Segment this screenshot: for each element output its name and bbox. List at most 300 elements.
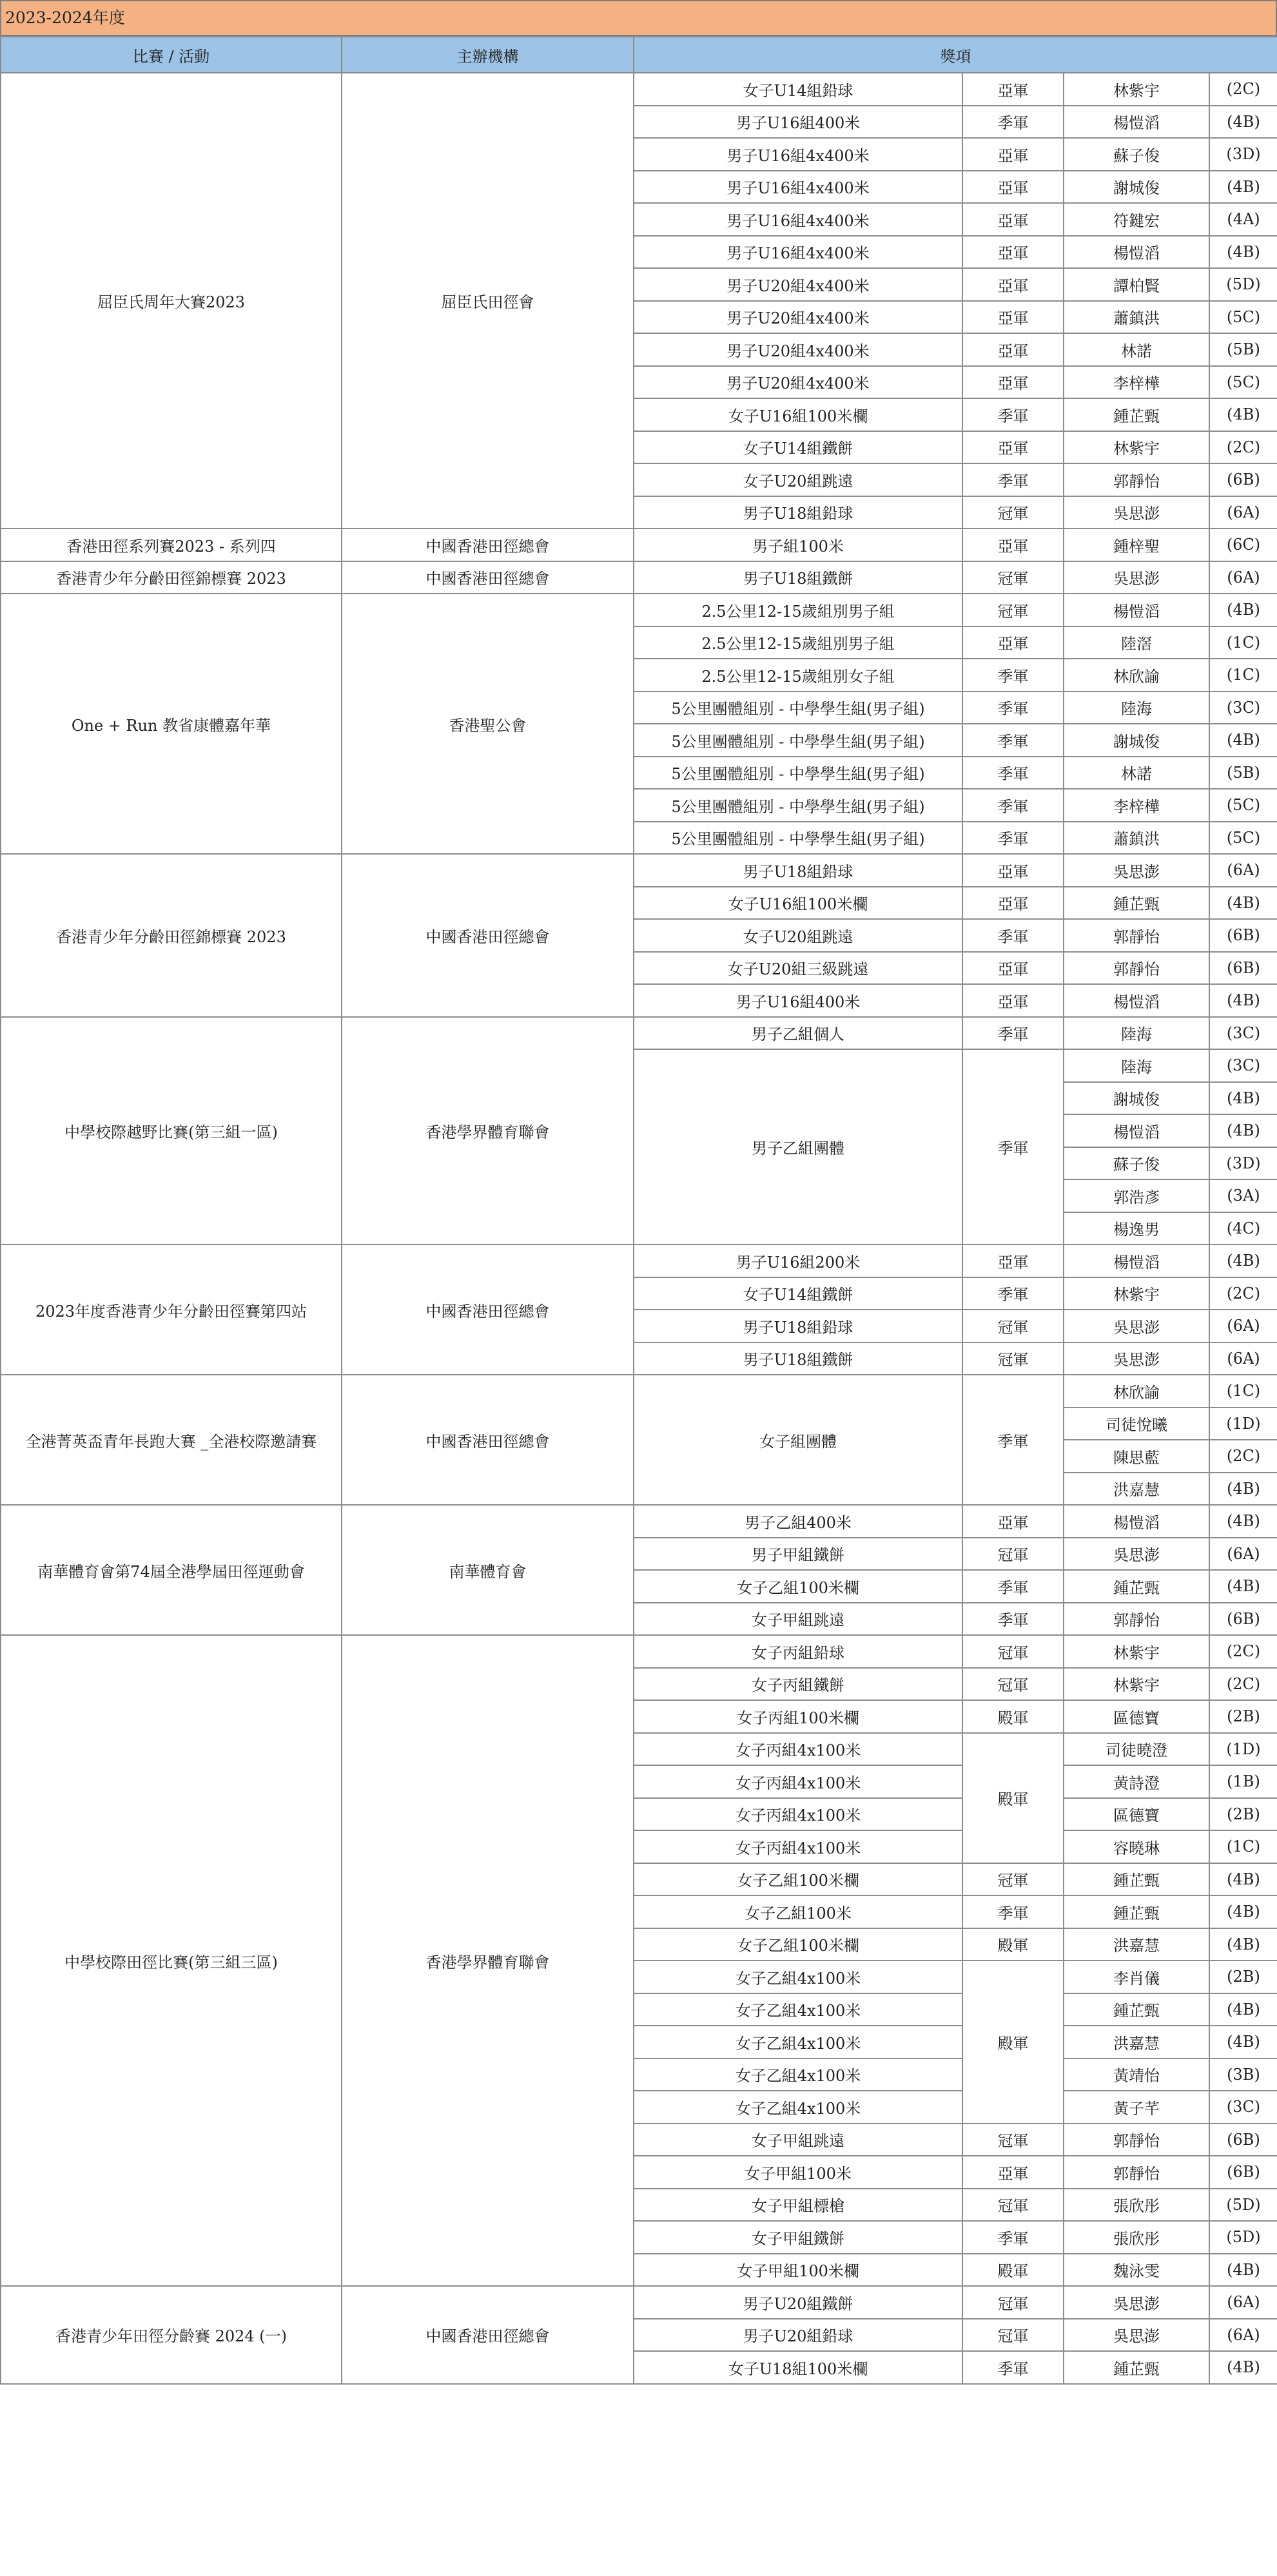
event-item-cell: 男子U20組4x400米 — [634, 301, 962, 334]
student-class-cell: (2C) — [1209, 1668, 1277, 1701]
placing-cell: 殿軍 — [962, 1961, 1064, 2124]
event-item-cell: 女子乙組4x100米 — [634, 2026, 962, 2058]
event-item-cell: 男子乙組400米 — [634, 1505, 962, 1538]
student-class-cell: (4B) — [1209, 887, 1277, 920]
organizer-cell: 香港學界體育聯會 — [342, 1017, 634, 1245]
event-item-cell: 男子U20組4x400米 — [634, 366, 962, 399]
student-name-cell: 李梓樺 — [1064, 789, 1209, 822]
placing-cell: 季軍 — [962, 757, 1064, 789]
student-name-cell: 蕭鎮洪 — [1064, 822, 1209, 855]
event-item-cell: 男子U18組鐵餅 — [634, 561, 962, 594]
placing-cell: 亞軍 — [962, 431, 1064, 464]
organizer-cell: 中國香港田徑總會 — [342, 2286, 634, 2384]
student-class-cell: (4B) — [1209, 171, 1277, 204]
student-name-cell: 吳思澎 — [1064, 2319, 1209, 2352]
student-name-cell: 蕭鎮洪 — [1064, 301, 1209, 334]
event-item-cell: 女子U20組跳遠 — [634, 919, 962, 952]
event-item-cell: 男子U20組4x400米 — [634, 268, 962, 301]
event-item-cell: 女子U18組100米欄 — [634, 2351, 962, 2384]
student-name-cell: 吳思澎 — [1064, 561, 1209, 594]
event-item-cell: 女子U16組100米欄 — [634, 887, 962, 920]
placing-cell: 季軍 — [962, 1017, 1064, 1050]
event-item-cell: 女子乙組4x100米 — [634, 1993, 962, 2026]
student-class-cell: (4B) — [1209, 594, 1277, 626]
event-item-cell: 男子乙組團體 — [634, 1049, 962, 1244]
student-name-cell: 鍾芷甄 — [1064, 887, 1209, 920]
placing-cell: 亞軍 — [962, 626, 1064, 659]
student-name-cell: 黃詩澄 — [1064, 1765, 1209, 1798]
placing-cell: 季軍 — [962, 692, 1064, 724]
event-item-cell: 女子U20組跳遠 — [634, 463, 962, 496]
placing-cell: 亞軍 — [962, 854, 1064, 887]
placing-cell: 冠軍 — [962, 1863, 1064, 1896]
placing-cell: 亞軍 — [962, 2156, 1064, 2189]
student-class-cell: (5D) — [1209, 2221, 1277, 2254]
event-item-cell: 男子U16組400米 — [634, 106, 962, 139]
placing-cell: 季軍 — [962, 822, 1064, 855]
table-row — [1, 1244, 1277, 1277]
table-row — [1, 528, 1277, 561]
competition-cell: 中學校際田徑比賽(第三組三區) — [1, 1635, 342, 2286]
placing-cell: 亞軍 — [962, 301, 1064, 334]
student-class-cell: (1C) — [1209, 1375, 1277, 1408]
event-item-cell: 女子U14組鐵餅 — [634, 431, 962, 464]
placing-cell: 冠軍 — [962, 1635, 1064, 1668]
placing-cell: 亞軍 — [962, 528, 1064, 561]
student-class-cell: (4B) — [1209, 1863, 1277, 1896]
placing-cell: 季軍 — [962, 724, 1064, 757]
student-name-cell: 郭靜怡 — [1064, 952, 1209, 985]
student-class-cell: (3C) — [1209, 2091, 1277, 2124]
event-item-cell: 女子甲組100米欄 — [634, 2254, 962, 2287]
student-name-cell: 林紫宇 — [1064, 431, 1209, 464]
student-class-cell: (4B) — [1209, 2026, 1277, 2058]
event-item-cell: 男子組100米 — [634, 528, 962, 561]
student-class-cell: (4B) — [1209, 1244, 1277, 1277]
student-name-cell: 林紫宇 — [1064, 1277, 1209, 1310]
student-name-cell: 吳思澎 — [1064, 1310, 1209, 1342]
student-name-cell: 洪嘉慧 — [1064, 1928, 1209, 1961]
student-name-cell: 楊逸男 — [1064, 1212, 1209, 1245]
student-name-cell: 司徒悅曦 — [1064, 1408, 1209, 1440]
placing-cell: 殿軍 — [962, 2254, 1064, 2287]
placing-cell: 季軍 — [962, 789, 1064, 822]
student-class-cell: (4B) — [1209, 236, 1277, 269]
student-name-cell: 區德寶 — [1064, 1798, 1209, 1831]
student-name-cell: 楊愷滔 — [1064, 1244, 1209, 1277]
event-item-cell: 女子組團體 — [634, 1375, 962, 1505]
student-class-cell: (2B) — [1209, 1700, 1277, 1733]
student-name-cell: 楊愷滔 — [1064, 594, 1209, 626]
student-class-cell: (5D) — [1209, 268, 1277, 301]
event-item-cell: 2.5公里12-15歲組別女子組 — [634, 659, 962, 692]
placing-cell: 殿軍 — [962, 1928, 1064, 1961]
student-name-cell: 容曉琳 — [1064, 1830, 1209, 1863]
placing-cell: 亞軍 — [962, 138, 1064, 171]
student-class-cell: (6B) — [1209, 463, 1277, 496]
table-row — [1, 1375, 1277, 1408]
student-class-cell: (2B) — [1209, 1961, 1277, 1993]
event-item-cell: 2.5公里12-15歲組別男子組 — [634, 626, 962, 659]
header-competition: 比賽 / 活動 — [1, 37, 342, 73]
organizer-cell: 中國香港田徑總會 — [342, 1375, 634, 1505]
student-class-cell: (2C) — [1209, 73, 1277, 106]
student-class-cell: (6A) — [1209, 2286, 1277, 2319]
student-class-cell: (6B) — [1209, 2124, 1277, 2156]
organizer-cell: 南華體育會 — [342, 1505, 634, 1635]
table-row — [1, 1635, 1277, 1668]
table-row — [1, 1505, 1277, 1538]
student-class-cell: (3C) — [1209, 1017, 1277, 1050]
student-name-cell: 陸海 — [1064, 1017, 1209, 1050]
event-item-cell: 男子U16組4x400米 — [634, 171, 962, 204]
placing-cell: 亞軍 — [962, 1244, 1064, 1277]
organizer-cell: 香港聖公會 — [342, 594, 634, 854]
event-item-cell: 5公里團體組別 - 中學學生組(男子組) — [634, 789, 962, 822]
competition-cell: 屈臣氏周年大賽2023 — [1, 73, 342, 528]
student-name-cell: 司徒曉澄 — [1064, 1733, 1209, 1766]
awards-body — [1, 73, 1277, 2384]
event-item-cell: 女子U20組三級跳遠 — [634, 952, 962, 985]
student-name-cell: 陸海 — [1064, 692, 1209, 724]
student-class-cell: (6A) — [1209, 854, 1277, 887]
student-name-cell: 鍾芷甄 — [1064, 1863, 1209, 1896]
student-name-cell: 楊愷滔 — [1064, 236, 1209, 269]
placing-cell: 季軍 — [962, 106, 1064, 139]
awards-table — [0, 36, 1277, 2385]
student-name-cell: 張欣彤 — [1064, 2189, 1209, 2222]
placing-cell: 冠軍 — [962, 2124, 1064, 2156]
table-row — [1, 594, 1277, 626]
event-item-cell: 男子U16組4x400米 — [634, 203, 962, 236]
student-name-cell: 蘇子俊 — [1064, 138, 1209, 171]
student-name-cell: 吳思澎 — [1064, 854, 1209, 887]
student-name-cell: 譚柏賢 — [1064, 268, 1209, 301]
organizer-cell: 中國香港田徑總會 — [342, 561, 634, 594]
student-name-cell: 楊愷滔 — [1064, 106, 1209, 139]
event-item-cell: 女子甲組100米 — [634, 2156, 962, 2189]
event-item-cell: 5公里團體組別 - 中學學生組(男子組) — [634, 692, 962, 724]
placing-cell: 季軍 — [962, 1603, 1064, 1636]
table-row — [1, 2286, 1277, 2319]
student-class-cell: (2C) — [1209, 1635, 1277, 1668]
event-item-cell: 男子U18組鉛球 — [634, 854, 962, 887]
student-class-cell: (4B) — [1209, 398, 1277, 431]
table-row — [1, 73, 1277, 106]
student-name-cell: 楊愷滔 — [1064, 1505, 1209, 1538]
student-name-cell: 李梓樺 — [1064, 366, 1209, 399]
student-class-cell: (5C) — [1209, 366, 1277, 399]
competition-cell: 南華體育會第74屆全港學屆田徑運動會 — [1, 1505, 342, 1635]
event-item-cell: 女子乙組4x100米 — [634, 1961, 962, 1993]
placing-cell: 冠軍 — [962, 496, 1064, 529]
event-item-cell: 男子U18組鐵餅 — [634, 1342, 962, 1375]
event-item-cell: 男子甲組鐵餅 — [634, 1538, 962, 1571]
header-row — [1, 37, 1277, 73]
placing-cell: 冠軍 — [962, 1342, 1064, 1375]
student-class-cell: (5B) — [1209, 333, 1277, 366]
student-name-cell: 洪嘉慧 — [1064, 2026, 1209, 2058]
event-item-cell: 女子丙組4x100米 — [634, 1830, 962, 1863]
student-class-cell: (4B) — [1209, 984, 1277, 1017]
organizer-cell: 香港學界體育聯會 — [342, 1635, 634, 2286]
student-name-cell: 陳思藍 — [1064, 1440, 1209, 1473]
event-item-cell: 女子丙組100米欄 — [634, 1700, 962, 1733]
placing-cell: 季軍 — [962, 1570, 1064, 1603]
competition-cell: 中學校際越野比賽(第三組一區) — [1, 1017, 342, 1245]
event-item-cell: 2.5公里12-15歲組別男子組 — [634, 594, 962, 626]
event-item-cell: 5公里團體組別 - 中學學生組(男子組) — [634, 724, 962, 757]
placing-cell: 殿軍 — [962, 1700, 1064, 1733]
student-class-cell: (1C) — [1209, 626, 1277, 659]
placing-cell: 冠軍 — [962, 2189, 1064, 2222]
student-class-cell: (2B) — [1209, 1798, 1277, 1831]
student-name-cell: 郭靜怡 — [1064, 1603, 1209, 1636]
student-name-cell: 郭靜怡 — [1064, 919, 1209, 952]
table-row — [1, 1017, 1277, 1050]
season-title: 2023-2024年度 — [0, 0, 1277, 36]
event-item-cell: 女子乙組100米欄 — [634, 1928, 962, 1961]
competition-cell: 香港青少年分齡田徑錦標賽 2023 — [1, 561, 342, 594]
student-class-cell: (5C) — [1209, 822, 1277, 855]
competition-cell: 香港田徑系列賽2023 - 系列四 — [1, 528, 342, 561]
event-item-cell: 男子U16組4x400米 — [634, 138, 962, 171]
student-class-cell: (6B) — [1209, 2156, 1277, 2189]
student-class-cell: (6A) — [1209, 1342, 1277, 1375]
placing-cell: 冠軍 — [962, 1310, 1064, 1342]
student-name-cell: 陸海 — [1064, 1049, 1209, 1082]
placing-cell: 殿軍 — [962, 1733, 1064, 1863]
student-name-cell: 吳思澎 — [1064, 2286, 1209, 2319]
placing-cell: 亞軍 — [962, 984, 1064, 1017]
student-class-cell: (2C) — [1209, 1440, 1277, 1473]
competition-cell: 2023年度香港青少年分齡田徑賽第四站 — [1, 1244, 342, 1375]
student-name-cell: 鍾芷甄 — [1064, 2351, 1209, 2384]
student-class-cell: (6A) — [1209, 561, 1277, 594]
student-name-cell: 郭靜怡 — [1064, 2156, 1209, 2189]
event-item-cell: 女子甲組鐵餅 — [634, 2221, 962, 2254]
student-class-cell: (4C) — [1209, 1212, 1277, 1245]
event-item-cell: 女子U14組鉛球 — [634, 73, 962, 106]
student-name-cell: 洪嘉慧 — [1064, 1473, 1209, 1506]
placing-cell: 亞軍 — [962, 1505, 1064, 1538]
student-name-cell: 蘇子俊 — [1064, 1147, 1209, 1180]
header-organizer: 主辦機構 — [342, 37, 634, 73]
student-name-cell: 鍾芷甄 — [1064, 1895, 1209, 1928]
student-class-cell: (6A) — [1209, 1538, 1277, 1571]
event-item-cell: 女子乙組4x100米 — [634, 2091, 962, 2124]
event-item-cell: 男子U20組鉛球 — [634, 2319, 962, 2352]
placing-cell: 季軍 — [962, 1375, 1064, 1505]
event-item-cell: 男子乙組個人 — [634, 1017, 962, 1050]
placing-cell: 季軍 — [962, 463, 1064, 496]
student-class-cell: (6B) — [1209, 952, 1277, 985]
student-class-cell: (6A) — [1209, 1310, 1277, 1342]
student-name-cell: 郭浩彥 — [1064, 1179, 1209, 1212]
competition-cell: 香港青少年分齡田徑錦標賽 2023 — [1, 854, 342, 1017]
student-name-cell: 楊愷滔 — [1064, 984, 1209, 1017]
student-class-cell: (4B) — [1209, 1928, 1277, 1961]
event-item-cell: 女子甲組標槍 — [634, 2189, 962, 2222]
event-item-cell: 男子U20組4x400米 — [634, 333, 962, 366]
student-class-cell: (5C) — [1209, 789, 1277, 822]
event-item-cell: 5公里團體組別 - 中學學生組(男子組) — [634, 757, 962, 789]
event-item-cell: 男子U16組400米 — [634, 984, 962, 1017]
student-name-cell: 吳思澎 — [1064, 1342, 1209, 1375]
student-class-cell: (4B) — [1209, 106, 1277, 139]
student-class-cell: (3D) — [1209, 1147, 1277, 1180]
placing-cell: 亞軍 — [962, 268, 1064, 301]
placing-cell: 冠軍 — [962, 2319, 1064, 2352]
student-class-cell: (5C) — [1209, 301, 1277, 334]
placing-cell: 亞軍 — [962, 203, 1064, 236]
placing-cell: 季軍 — [962, 919, 1064, 952]
student-class-cell: (1D) — [1209, 1408, 1277, 1440]
placing-cell: 季軍 — [962, 2351, 1064, 2384]
student-class-cell: (6B) — [1209, 1603, 1277, 1636]
competition-cell: One + Run 教省康體嘉年華 — [1, 594, 342, 854]
event-item-cell: 女子乙組100米 — [634, 1895, 962, 1928]
placing-cell: 亞軍 — [962, 333, 1064, 366]
student-class-cell: (6B) — [1209, 919, 1277, 952]
student-name-cell: 陸滘 — [1064, 626, 1209, 659]
student-name-cell: 林紫宇 — [1064, 73, 1209, 106]
organizer-cell: 屈臣氏田徑會 — [342, 73, 634, 528]
student-name-cell: 鍾芷甄 — [1064, 1993, 1209, 2026]
student-class-cell: (1B) — [1209, 1765, 1277, 1798]
event-item-cell: 女子U14組鐵餅 — [634, 1277, 962, 1310]
event-item-cell: 女子丙組4x100米 — [634, 1765, 962, 1798]
student-name-cell: 黃子芊 — [1064, 2091, 1209, 2124]
table-row — [1, 561, 1277, 594]
event-item-cell: 男子U20組鐵餅 — [634, 2286, 962, 2319]
event-item-cell: 女子甲組跳遠 — [634, 1603, 962, 1636]
placing-cell: 亞軍 — [962, 236, 1064, 269]
placing-cell: 冠軍 — [962, 594, 1064, 626]
event-item-cell: 女子丙組4x100米 — [634, 1733, 962, 1766]
event-item-cell: 男子U18組鉛球 — [634, 496, 962, 529]
placing-cell: 冠軍 — [962, 1538, 1064, 1571]
student-name-cell: 謝城俊 — [1064, 724, 1209, 757]
organizer-cell: 中國香港田徑總會 — [342, 1244, 634, 1375]
student-class-cell: (3D) — [1209, 138, 1277, 171]
event-item-cell: 女子U16組100米欄 — [634, 398, 962, 431]
student-name-cell: 林紫宇 — [1064, 1668, 1209, 1701]
student-name-cell: 林諾 — [1064, 333, 1209, 366]
student-class-cell: (4B) — [1209, 2351, 1277, 2384]
event-item-cell: 男子U16組4x400米 — [634, 236, 962, 269]
placing-cell: 亞軍 — [962, 366, 1064, 399]
placing-cell: 亞軍 — [962, 952, 1064, 985]
organizer-cell: 中國香港田徑總會 — [342, 528, 634, 561]
event-item-cell: 女子丙組4x100米 — [634, 1798, 962, 1831]
student-name-cell: 李肖儀 — [1064, 1961, 1209, 1993]
placing-cell: 季軍 — [962, 398, 1064, 431]
student-class-cell: (3B) — [1209, 2058, 1277, 2091]
student-name-cell: 黃靖怡 — [1064, 2058, 1209, 2091]
placing-cell: 季軍 — [962, 1277, 1064, 1310]
placing-cell: 亞軍 — [962, 171, 1064, 204]
student-class-cell: (4B) — [1209, 1505, 1277, 1538]
event-item-cell: 5公里團體組別 - 中學學生組(男子組) — [634, 822, 962, 855]
student-name-cell: 張欣彤 — [1064, 2221, 1209, 2254]
placing-cell: 季軍 — [962, 659, 1064, 692]
student-class-cell: (4B) — [1209, 1570, 1277, 1603]
student-class-cell: (5B) — [1209, 757, 1277, 789]
event-item-cell: 女子乙組4x100米 — [634, 2058, 962, 2091]
event-item-cell: 女子丙組鉛球 — [634, 1635, 962, 1668]
student-class-cell: (4B) — [1209, 1473, 1277, 1506]
student-name-cell: 魏泳雯 — [1064, 2254, 1209, 2287]
student-class-cell: (3C) — [1209, 1049, 1277, 1082]
student-name-cell: 林紫宇 — [1064, 1635, 1209, 1668]
student-class-cell: (4B) — [1209, 1993, 1277, 2026]
student-class-cell: (3A) — [1209, 1179, 1277, 1212]
student-class-cell: (6C) — [1209, 528, 1277, 561]
student-class-cell: (5D) — [1209, 2189, 1277, 2222]
student-name-cell: 吳思澎 — [1064, 496, 1209, 529]
student-name-cell: 區德寶 — [1064, 1700, 1209, 1733]
student-name-cell: 吳思澎 — [1064, 1538, 1209, 1571]
student-name-cell: 鍾梓聖 — [1064, 528, 1209, 561]
student-class-cell: (4A) — [1209, 203, 1277, 236]
student-class-cell: (3C) — [1209, 692, 1277, 724]
student-name-cell: 林欣諭 — [1064, 1375, 1209, 1408]
student-class-cell: (4B) — [1209, 2254, 1277, 2287]
student-class-cell: (1D) — [1209, 1733, 1277, 1766]
header-award: 獎項 — [634, 37, 1277, 73]
event-item-cell: 女子乙組100米欄 — [634, 1863, 962, 1896]
student-class-cell: (2C) — [1209, 1277, 1277, 1310]
competition-cell: 香港青少年田徑分齡賽 2024 (一) — [1, 2286, 342, 2384]
student-class-cell: (1C) — [1209, 1830, 1277, 1863]
student-name-cell: 鍾芷甄 — [1064, 398, 1209, 431]
placing-cell: 冠軍 — [962, 1668, 1064, 1701]
student-name-cell: 林欣諭 — [1064, 659, 1209, 692]
placing-cell: 亞軍 — [962, 887, 1064, 920]
student-name-cell: 謝城俊 — [1064, 1082, 1209, 1115]
student-class-cell: (6A) — [1209, 2319, 1277, 2352]
student-name-cell: 楊愷滔 — [1064, 1114, 1209, 1147]
event-item-cell: 女子丙組鐵餅 — [634, 1668, 962, 1701]
event-item-cell: 女子乙組100米欄 — [634, 1570, 962, 1603]
student-name-cell: 郭靜怡 — [1064, 463, 1209, 496]
student-class-cell: (4B) — [1209, 1082, 1277, 1115]
placing-cell: 季軍 — [962, 1895, 1064, 1928]
student-class-cell: (4B) — [1209, 724, 1277, 757]
event-item-cell: 女子甲組跳遠 — [634, 2124, 962, 2156]
event-item-cell: 男子U16組200米 — [634, 1244, 962, 1277]
event-item-cell: 男子U18組鉛球 — [634, 1310, 962, 1342]
student-name-cell: 鍾芷甄 — [1064, 1570, 1209, 1603]
placing-cell: 冠軍 — [962, 2286, 1064, 2319]
student-class-cell: (2C) — [1209, 431, 1277, 464]
organizer-cell: 中國香港田徑總會 — [342, 854, 634, 1017]
table-row — [1, 854, 1277, 887]
placing-cell: 亞軍 — [962, 73, 1064, 106]
student-name-cell: 郭靜怡 — [1064, 2124, 1209, 2156]
competition-cell: 全港菁英盃青年長跑大賽 _全港校際邀請賽 — [1, 1375, 342, 1505]
placing-cell: 季軍 — [962, 1049, 1064, 1244]
student-name-cell: 林諾 — [1064, 757, 1209, 789]
student-class-cell: (6A) — [1209, 496, 1277, 529]
placing-cell: 季軍 — [962, 2221, 1064, 2254]
student-class-cell: (4B) — [1209, 1114, 1277, 1147]
student-name-cell: 符鍵宏 — [1064, 203, 1209, 236]
student-class-cell: (1C) — [1209, 659, 1277, 692]
student-name-cell: 謝城俊 — [1064, 171, 1209, 204]
student-class-cell: (4B) — [1209, 1895, 1277, 1928]
